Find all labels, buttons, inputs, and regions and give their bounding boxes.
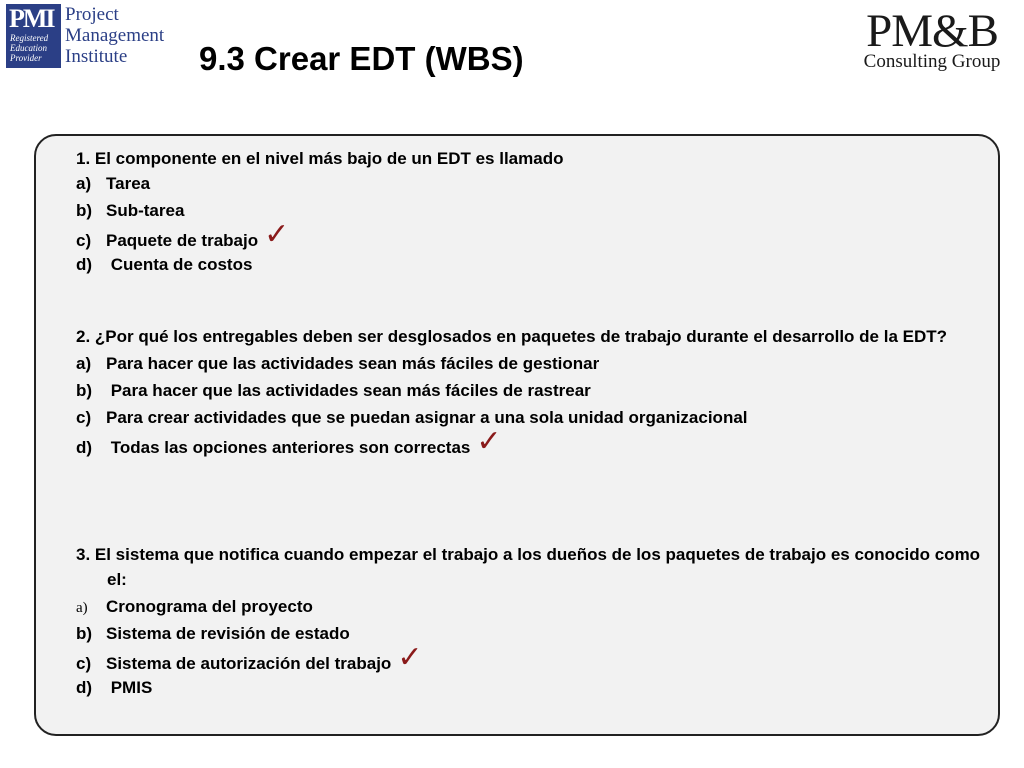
question-1 bbox=[76, 146, 986, 279]
pmi-sub-line: Registered bbox=[10, 33, 49, 43]
pmi-mark-subtext bbox=[10, 33, 48, 63]
option-text: Cuenta de costos bbox=[106, 255, 253, 274]
question-stem: 1. El componente en el nivel más bajo de un EDT es llamado bbox=[76, 149, 564, 168]
option-letter: d) bbox=[76, 678, 93, 697]
quiz-panel bbox=[34, 134, 1000, 736]
option-d bbox=[76, 252, 986, 279]
option-letter: c) bbox=[76, 654, 92, 673]
option-b bbox=[76, 198, 986, 225]
option-d bbox=[76, 424, 986, 459]
option-text: Sistema de revisión de estado bbox=[106, 624, 350, 643]
page-title: 9.3 Crear EDT (WBS) bbox=[199, 40, 524, 77]
option-text: Para hacer que las actividades sean más fáciles de rastrear bbox=[106, 381, 591, 400]
option-text: PMIS bbox=[106, 678, 153, 697]
option-letter: c) bbox=[76, 231, 92, 250]
option-b bbox=[76, 621, 986, 648]
pmi-name-line: Project bbox=[65, 4, 119, 25]
option-letter: d) bbox=[76, 438, 93, 457]
pmb-logo bbox=[852, 5, 1012, 72]
pmi-mark bbox=[6, 4, 61, 68]
option-letter: b) bbox=[76, 201, 93, 220]
checkmark-icon: ✓ bbox=[397, 640, 423, 675]
option-a bbox=[76, 351, 986, 378]
option-c bbox=[76, 217, 986, 252]
option-text: Paquete de trabajo bbox=[106, 231, 259, 250]
option-c bbox=[76, 640, 986, 675]
option-letter: c) bbox=[76, 408, 92, 427]
option-text: Cronograma del proyecto bbox=[106, 597, 313, 616]
option-letter: b) bbox=[76, 624, 93, 643]
option-text: Sub-tarea bbox=[106, 201, 185, 220]
question-2 bbox=[76, 324, 986, 459]
pmi-logo bbox=[6, 4, 165, 68]
option-d bbox=[76, 675, 986, 702]
question-3 bbox=[76, 542, 986, 702]
option-c bbox=[76, 405, 986, 432]
option-text: Para crear actividades que se puedan asignar a una sola unidad organizacional bbox=[106, 408, 748, 427]
option-text: Para hacer que las actividades sean más fáciles de gestionar bbox=[106, 354, 600, 373]
question-stem: 2. ¿Por qué los entregables deben ser desglosados en paquetes de trabajo durante el desarrollo de la EDT? bbox=[76, 327, 948, 346]
option-letter: a) bbox=[76, 354, 92, 373]
option-text: Sistema de autorización del trabajo bbox=[106, 654, 392, 673]
pmb-logo-main: PM&B bbox=[866, 5, 998, 57]
checkmark-icon: ✓ bbox=[476, 424, 502, 459]
pmi-name-line: Institute bbox=[65, 46, 128, 67]
pmb-logo-sub: Consulting Group bbox=[863, 51, 1001, 72]
question-stem: 3. El sistema que notifica cuando empezar el trabajo a los dueños de los paquetes de trabajo es conocido como el: bbox=[76, 545, 981, 589]
pmi-sub-line: Provider bbox=[10, 53, 42, 63]
option-b bbox=[76, 378, 986, 405]
option-text: Tarea bbox=[106, 174, 151, 193]
option-text: Todas las opciones anteriores son correctas bbox=[106, 438, 471, 457]
option-letter: d) bbox=[76, 255, 93, 274]
checkmark-icon: ✓ bbox=[264, 217, 290, 252]
option-a bbox=[76, 171, 986, 198]
pmi-mark-text: PMI bbox=[9, 4, 54, 33]
option-a bbox=[76, 594, 986, 621]
pmi-sub-line: Education bbox=[10, 43, 47, 53]
option-letter: a) bbox=[76, 174, 92, 193]
option-letter: b) bbox=[76, 381, 93, 400]
option-letter: a) bbox=[76, 600, 88, 616]
pmi-name bbox=[65, 4, 165, 67]
pmi-name-line: Management bbox=[65, 25, 165, 46]
